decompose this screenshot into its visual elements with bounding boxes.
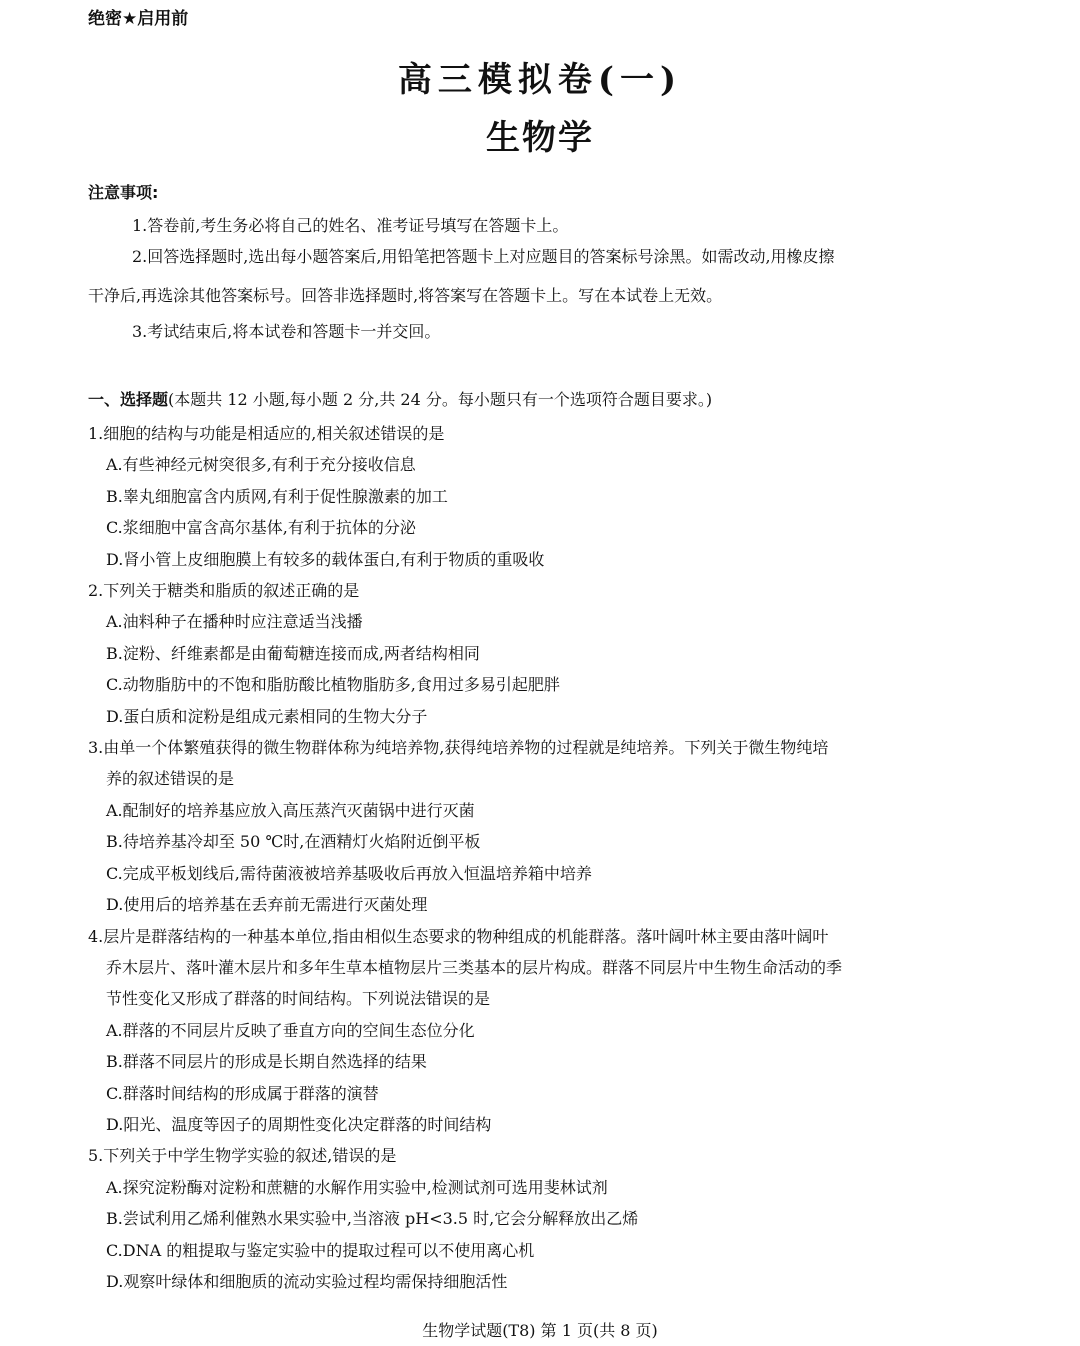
section-heading	[88, 387, 1038, 410]
section-label: 一、选择题	[88, 390, 169, 409]
question-5	[88, 1140, 1008, 1297]
option-b: B.睾丸细胞富含内质网,有利于促性腺激素的加工	[106, 486, 448, 506]
option-d: D.肾小管上皮细胞膜上有较多的载体蛋白,有利于物质的重吸收	[106, 549, 545, 569]
notice-heading: 注意事项:	[88, 183, 159, 202]
option-a: A.有些神经元树突很多,有利于充分接收信息	[106, 455, 416, 475]
section-instruction: (本题共 12 小题,每小题 2 分,共 24 分。每小题只有一个选项符合题目要求。)	[168, 390, 713, 409]
option-b: B.淀粉、纤维素都是由葡萄糖连接而成,两者结构相同	[106, 643, 480, 663]
notice-item-2: 2.回答选择题时,选出每小题答案后,用铅笔把答题卡上对应题目的答案标号涂黑。如需改动,用橡皮擦	[132, 247, 835, 266]
question-stem-continued: 养的叙述错误的是	[106, 769, 235, 789]
option-d: D.蛋白质和淀粉是组成元素相同的生物大分子	[106, 706, 428, 726]
question-stem-continued: 乔木层片、落叶灌木层片和多年生草本植物层片三类基本的层片构成。群落不同层片中生物生命活动的季	[106, 957, 843, 977]
question-1	[88, 418, 1008, 575]
question-4	[88, 921, 1008, 1141]
exam-title: 高三模拟卷(一)	[397, 60, 683, 100]
confidential-label: 绝密★启用前	[88, 9, 189, 29]
option-c: C.动物脂肪中的不饱和脂肪酸比植物脂肪多,食用过多易引起肥胖	[106, 675, 560, 695]
question-2	[88, 575, 1008, 732]
option-c: C.浆细胞中富含高尔基体,有利于抗体的分泌	[106, 518, 416, 538]
question-stem: 4.层片是群落结构的一种基本单位,指由相似生态要求的物种组成的机能群落。落叶阔叶林主要由落叶阔叶	[88, 926, 829, 946]
option-a: A.配制好的培养基应放入高压蒸汽灭菌锅中进行灭菌	[106, 800, 475, 820]
option-c: C.完成平板划线后,需待菌液被培养基吸收后再放入恒温培养箱中培养	[106, 863, 592, 883]
page-footer: 生物学试题(T8) 第 1 页(共 8 页)	[422, 1321, 658, 1340]
question-stem-continued-2: 节性变化又形成了群落的时间结构。下列说法错误的是	[106, 989, 491, 1009]
notice-item-3: 3.考试结束后,将本试卷和答题卡一并交回。	[132, 322, 441, 341]
question-stem: 2.下列关于糖类和脂质的叙述正确的是	[88, 581, 360, 601]
option-b: B.待培养基冷却至 50 ℃时,在酒精灯火焰附近倒平板	[106, 832, 481, 852]
notice-item-1: 1.答卷前,考生务必将自己的姓名、准考证号填写在答题卡上。	[132, 216, 569, 235]
option-d: D.使用后的培养基在丢弃前无需进行灭菌处理	[106, 895, 428, 915]
question-list	[88, 418, 1008, 1297]
question-3	[88, 732, 1008, 920]
subject-title: 生物学	[486, 118, 594, 158]
option-a: A.油料种子在播种时应注意适当浅播	[106, 612, 363, 632]
option-c: C.DNA 的粗提取与鉴定实验中的提取过程可以不使用离心机	[106, 1240, 535, 1260]
question-stem: 5.下列关于中学生物学实验的叙述,错误的是	[88, 1146, 397, 1166]
option-a: A.群落的不同层片反映了垂直方向的空间生态位分化	[106, 1020, 475, 1040]
option-c: C.群落时间结构的形成属于群落的演替	[106, 1083, 379, 1103]
option-b: B.群落不同层片的形成是长期自然选择的结果	[106, 1052, 427, 1072]
option-d: D.观察叶绿体和细胞质的流动实验过程均需保持细胞活性	[106, 1271, 508, 1291]
notice-item-2-cont: 干净后,再选涂其他答案标号。回答非选择题时,将答案写在答题卡上。写在本试卷上无效。	[88, 286, 723, 305]
question-stem: 3.由单一个体繁殖获得的微生物群体称为纯培养物,获得纯培养物的过程就是纯培养。下列关于微生物纯培	[88, 738, 829, 758]
option-a: A.探究淀粉酶对淀粉和蔗糖的水解作用实验中,检测试剂可选用斐林试剂	[106, 1177, 608, 1197]
option-b: B.尝试利用乙烯利催熟水果实验中,当溶液 pH<3.5 时,它会分解释放出乙烯	[106, 1209, 639, 1229]
option-d: D.阳光、温度等因子的周期性变化决定群落的时间结构	[106, 1114, 492, 1134]
question-stem: 1.细胞的结构与功能是相适应的,相关叙述错误的是	[88, 424, 445, 443]
